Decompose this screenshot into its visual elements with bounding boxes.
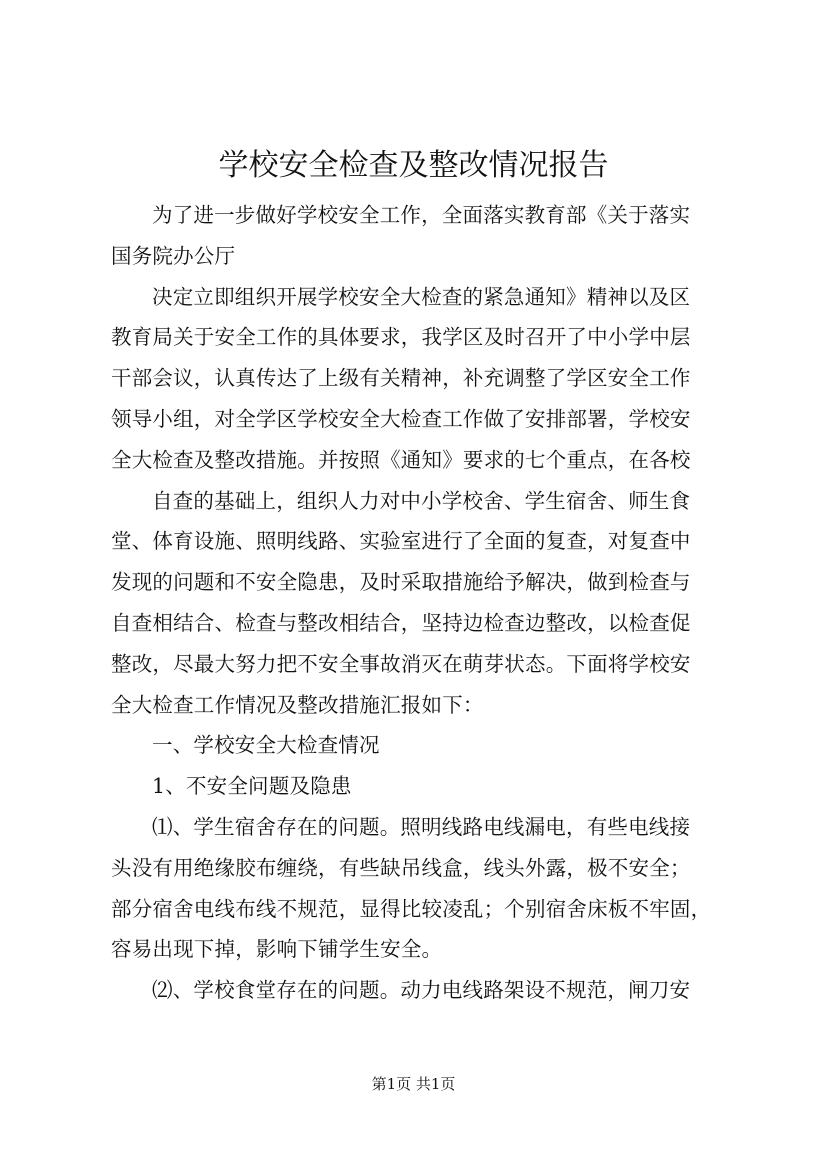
body-line: 部分宿舍电线布线不规范，显得比较凌乱；个别宿舍床板不牢固， — [111, 896, 712, 921]
body-line: 干部会议，认真传达了上级有关精神，补充调整了学区安全工作 — [111, 366, 691, 391]
body-line: 教育局关于安全工作的具体要求，我学区及时召开了中小学中层 — [111, 325, 691, 350]
body-line: 堂、体育设施、照明线路、实验室进行了全面的复查，对复查中 — [111, 529, 691, 554]
body-line: 为了进一步做好学校安全工作，全面落实教育部《关于落实 — [152, 203, 691, 227]
body-line: 领导小组，对全学区学校安全大检查工作做了安排部署，学校安 — [111, 406, 691, 431]
body-line: 头没有用绝缘胶布缠绕，有些缺吊线盒，线头外露，极不安全； — [111, 855, 691, 880]
body-line: 1、不安全问题及隐患 — [152, 774, 352, 799]
page-footer: 第1页 共1页 — [371, 1075, 456, 1093]
body-line: 全大检查工作情况及整改措施汇报如下： — [111, 692, 484, 717]
body-line: 自查的基础上，组织人力对中小学校舍、学生宿舍、师生食 — [152, 488, 691, 513]
body-line: 决定立即组织开展学校安全大检查的紧急通知》精神以及区 — [152, 284, 691, 309]
body-line: 全大检查及整改措施。并按照《通知》要求的七个重点，在各校 — [111, 447, 691, 472]
body-line: 整改，尽最大努力把不安全事故消灭在萌芽状态。下面将学校安 — [111, 651, 691, 676]
document-body — [111, 195, 726, 1011]
body-line: 容易出现下掉，影响下铺学生安全。 — [111, 937, 443, 962]
body-line: 国务院办公厅 — [111, 243, 236, 268]
body-line: 自查相结合、检查与整改相结合，坚持边检查边整改，以检查促 — [111, 610, 691, 635]
body-line: ⑴、学生宿舍存在的问题。照明线路电线漏电，有些电线接 — [152, 814, 691, 839]
body-line: ⑵、学校食堂存在的问题。动力电线路架设不规范，闸刀安 — [152, 978, 691, 1003]
document-title: 学校安全检查及整改情况报告 — [218, 148, 609, 183]
body-line: 发现的问题和不安全隐患，及时采取措施给予解决，做到检查与 — [111, 570, 691, 595]
body-line: 一、学校安全大检查情况 — [152, 733, 380, 758]
